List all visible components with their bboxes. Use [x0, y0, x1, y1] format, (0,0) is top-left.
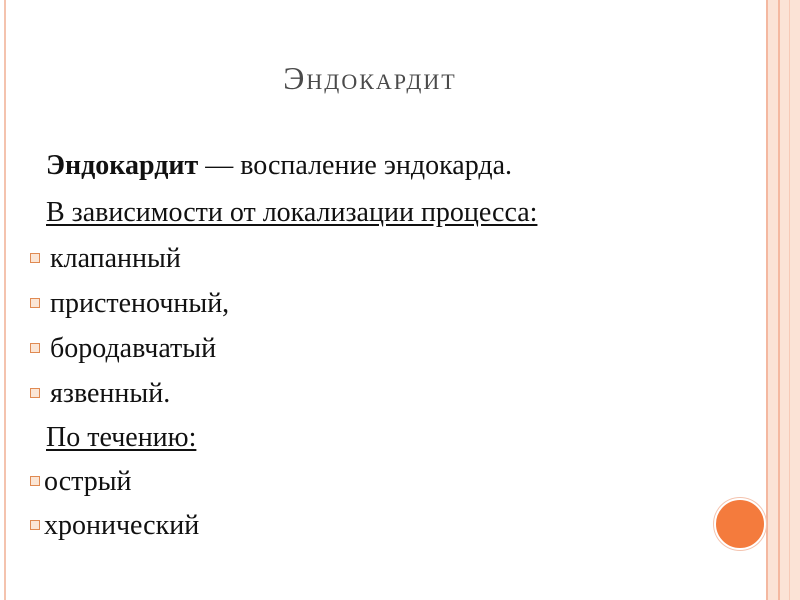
list-item	[30, 333, 216, 365]
list-item	[30, 466, 132, 498]
slide-title: Эндокардит	[283, 60, 457, 96]
square-bullet-icon	[30, 388, 40, 398]
list-item-text: острый	[44, 466, 132, 497]
definition-term: Эндокардит	[46, 150, 199, 181]
list-item-text: бородавчатый	[50, 333, 217, 364]
square-bullet-icon	[30, 476, 40, 486]
square-bullet-icon	[30, 253, 40, 263]
definition-text: — воспаление эндокарда.	[198, 150, 513, 181]
square-bullet-icon	[30, 520, 40, 530]
section1-heading: В зависимости от локализации процесса:	[46, 197, 538, 228]
slide-frame-right-line	[778, 0, 780, 600]
section2-heading: По течению:	[46, 422, 197, 453]
list-item	[30, 243, 181, 275]
list-item	[30, 378, 170, 410]
list-item	[30, 510, 199, 542]
list-item-text: пристеночный,	[50, 288, 230, 319]
list-item-text: клапанный	[50, 243, 181, 274]
square-bullet-icon	[30, 343, 40, 353]
list-item-text: хронический	[44, 510, 200, 541]
square-bullet-icon	[30, 298, 40, 308]
list-item-text: язвенный.	[50, 378, 171, 409]
slide-frame-right-line-thin	[789, 0, 790, 600]
list-item	[30, 288, 229, 320]
slide-frame-right	[766, 0, 800, 600]
definition-line	[46, 150, 512, 182]
orange-circle-icon	[714, 498, 766, 550]
